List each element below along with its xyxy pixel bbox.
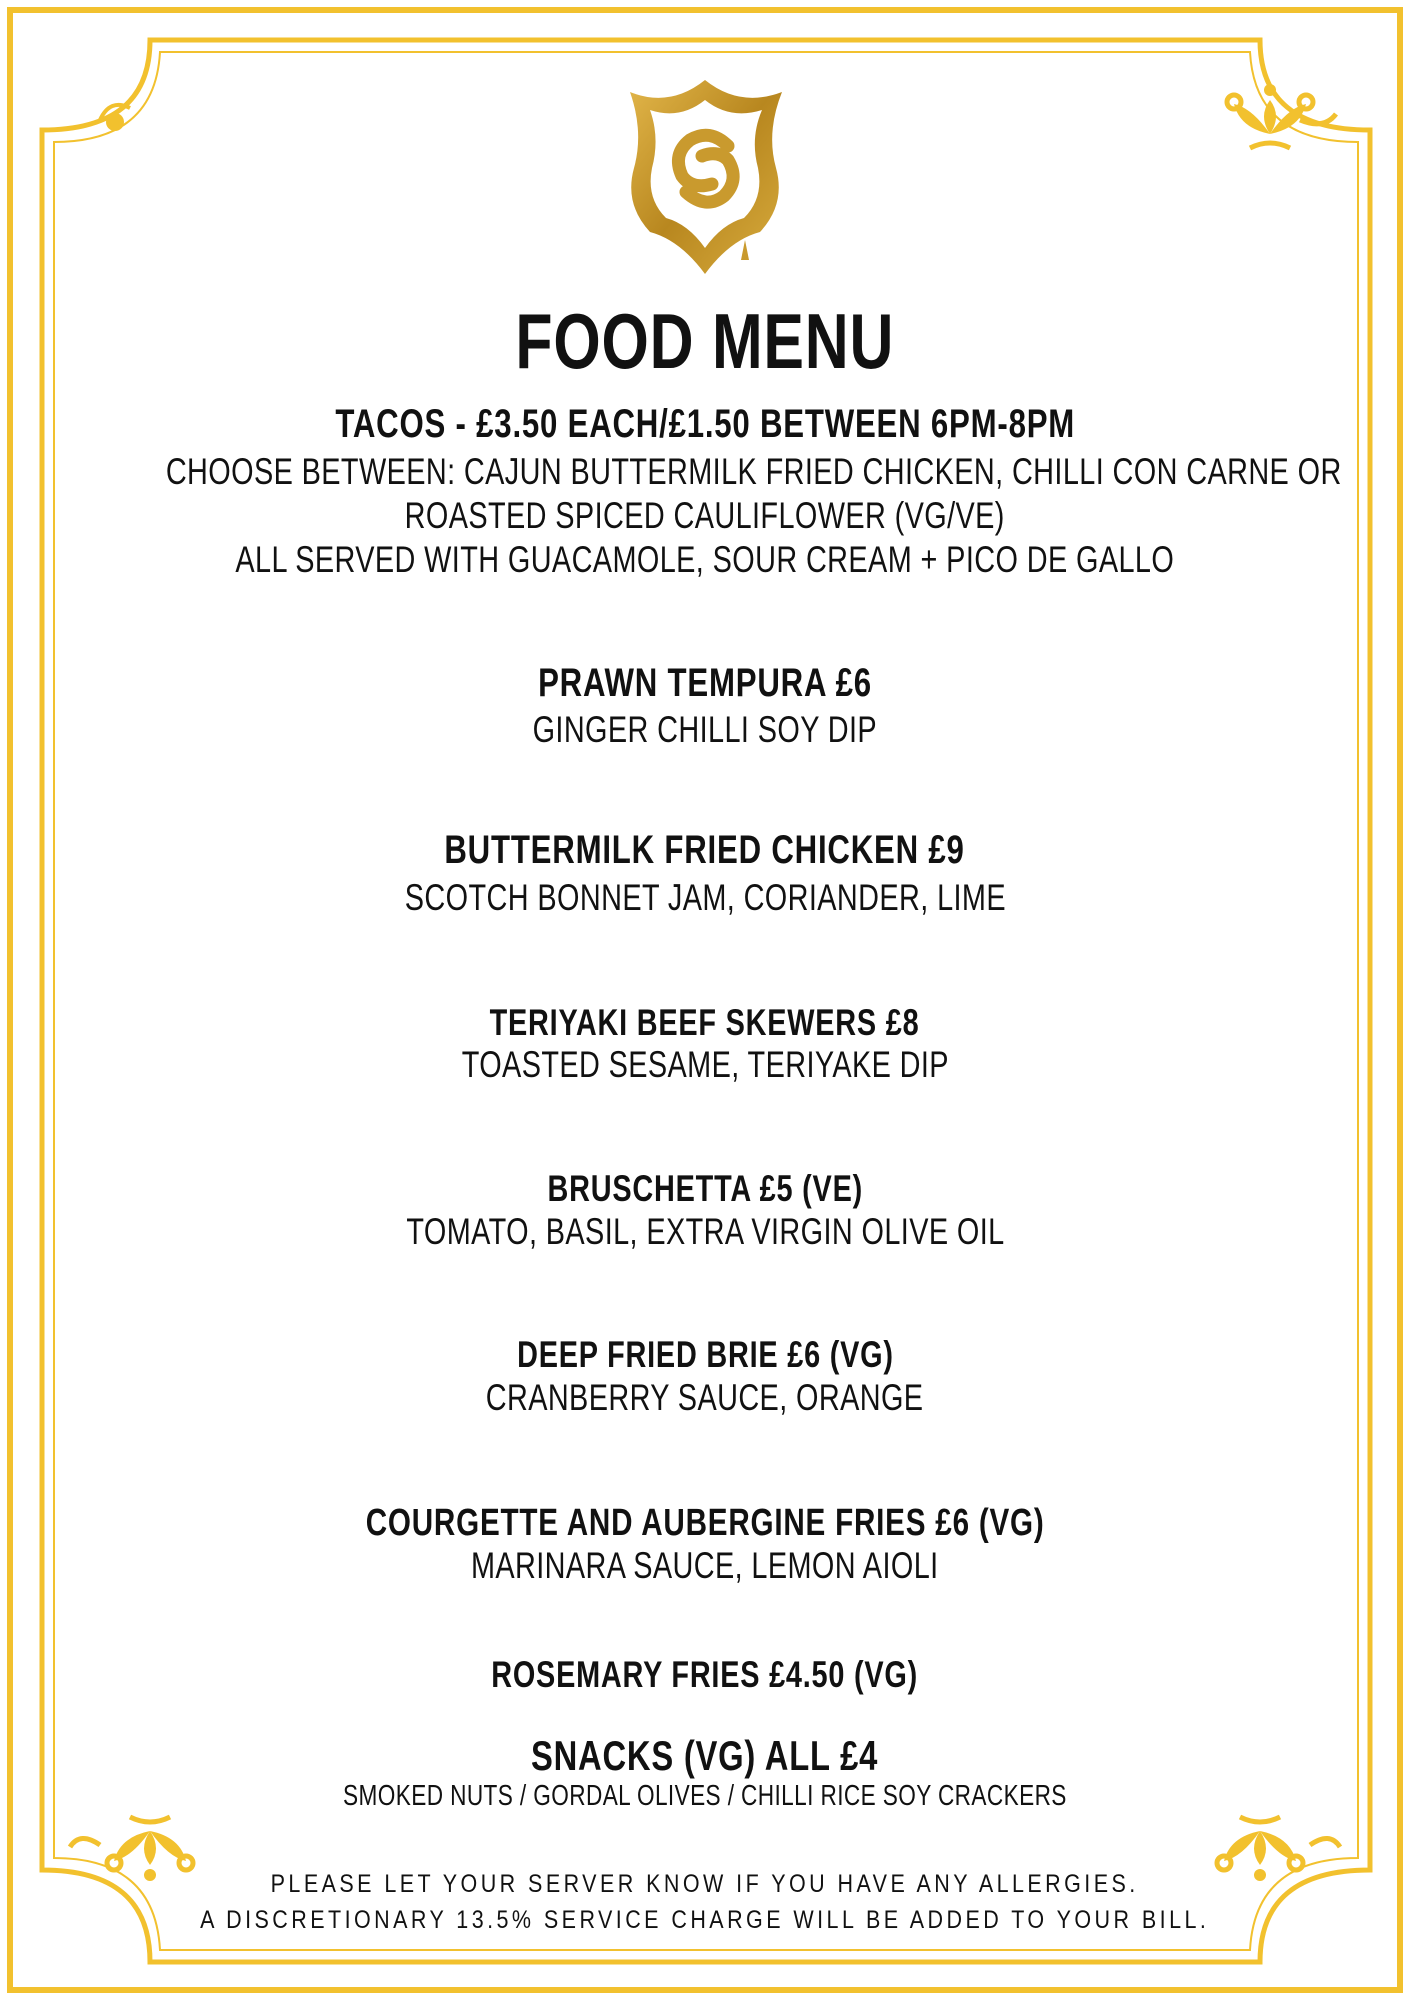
menu-item-name: ROSEMARY FRIES £4.50 (VG): [491, 1654, 919, 1695]
menu-item-description: GINGER CHILLI SOY DIP: [532, 709, 878, 750]
menu-item-name: DEEP FRIED BRIE £6 (VG): [516, 1334, 894, 1375]
snacks-description: SMOKED NUTS / GORDAL OLIVES / CHILLI RICE SOY CRACKERS: [343, 1780, 1067, 1812]
tacos-description-line: CHOOSE BETWEEN: CAJUN BUTTERMILK FRIED CHICKEN, CHILLI CON CARNE OR: [165, 451, 1342, 492]
snacks-heading: SNACKS (VG) ALL £4: [531, 1732, 879, 1779]
menu-item-name: BRUSCHETTA £5 (VE): [547, 1168, 863, 1209]
tacos-heading: TACOS - £3.50 EACH/£1.50 BETWEEN 6PM-8PM: [335, 402, 1075, 446]
menu-item-name: TERIYAKI BEEF SKEWERS £8: [490, 1002, 920, 1043]
menu-item-description: TOMATO, BASIL, EXTRA VIRGIN OLIVE OIL: [405, 1211, 1005, 1252]
menu-item-description: SCOTCH BONNET JAM, CORIANDER, LIME: [404, 877, 1006, 918]
service-charge-notice: A DISCRETIONARY 13.5% SERVICE CHARGE WILL BE ADDED TO YOUR BILL.: [200, 1906, 1210, 1934]
menu-item-description: TOASTED SESAME, TERIYAKE DIP: [461, 1044, 949, 1085]
menu-item-name: PRAWN TEMPURA £6: [538, 661, 872, 705]
menu-item-name: COURGETTE AND AUBERGINE FRIES £6 (VG): [365, 1502, 1045, 1544]
page-title: FOOD MENU: [515, 297, 895, 385]
tacos-description-line: ROASTED SPICED CAULIFLOWER (VG/VE): [404, 495, 1006, 536]
menu-item-description: MARINARA SAUCE, LEMON AIOLI: [471, 1545, 939, 1586]
tacos-description-line: ALL SERVED WITH GUACAMOLE, SOUR CREAM + PICO DE GALLO: [235, 539, 1175, 580]
menu-item-description: CRANBERRY SAUCE, ORANGE: [486, 1377, 924, 1418]
menu-item-name: BUTTERMILK FRIED CHICKEN £9: [444, 828, 966, 872]
allergy-notice: PLEASE LET YOUR SERVER KNOW IF YOU HAVE ANY ALLERGIES.: [270, 1870, 1140, 1898]
